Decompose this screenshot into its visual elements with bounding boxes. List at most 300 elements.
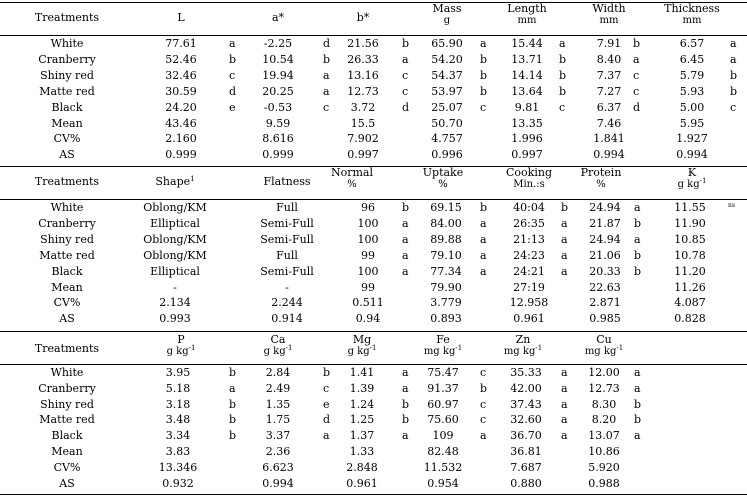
table-rule (0, 35, 747, 36)
significance-letter: b (559, 68, 567, 82)
significance-letter: a (402, 232, 409, 246)
table-cell-value: 13.07 (588, 429, 620, 443)
table-cell-value: -0.53 (263, 100, 293, 114)
table-cell-value: 11.532 (423, 460, 463, 474)
row-label: Black (51, 100, 83, 114)
significance-letter: c (402, 84, 409, 98)
table-cell-value: 2.84 (265, 366, 291, 379)
unit-text: mg kg (423, 346, 456, 357)
table-rule (0, 2, 747, 3)
row-label: CV% (53, 296, 81, 310)
table-rule (0, 199, 747, 200)
significance-letter: a (561, 429, 568, 443)
row-label: Matte red (39, 248, 95, 262)
table-cell-value: 32.60 (510, 413, 542, 427)
column-header (331, 166, 373, 191)
table-cell-value: 6.623 (262, 460, 294, 474)
table-cell-value: 5.00 (679, 100, 705, 114)
table-cell-value: 24.94 (589, 232, 621, 246)
significance-letter: a (402, 216, 409, 230)
significance-letter: a (730, 52, 737, 66)
row-label: Cranberry (38, 52, 96, 66)
table-cell-value: 13.35 (511, 116, 543, 130)
table-cell-value: 89.88 (430, 232, 462, 246)
table-cell-value: 0.996 (431, 148, 463, 162)
column-header-unit (264, 346, 293, 358)
significance-letter: a (323, 68, 330, 82)
significance-letter: b (634, 264, 642, 278)
unit-text: % (438, 179, 448, 190)
significance-letter: a (559, 37, 566, 50)
significance-letter: a (229, 37, 236, 50)
significance-letter: d (323, 37, 331, 50)
unit-exponent: -1 (699, 177, 707, 185)
column-header-name: Cu (596, 333, 612, 346)
table-cell-value: 7.37 (596, 68, 622, 82)
table-cell-value: 2.160 (165, 132, 197, 146)
significance-letter: a (402, 366, 409, 379)
significance-letter: a (323, 84, 330, 98)
column-header (507, 2, 546, 27)
significance-letter: a (561, 366, 568, 379)
table-cell-value: 5.93 (679, 84, 705, 98)
table-cell-value: 3.779 (430, 296, 462, 310)
table-cell-value: Oblong/KM (143, 248, 207, 262)
column-header-unit (331, 179, 373, 191)
column-header-name: Fe (436, 333, 450, 346)
table-cell-value: 2.848 (346, 460, 378, 474)
significance-letter: a (730, 37, 737, 50)
table-cell-value: 25.07 (431, 100, 463, 114)
table-cell-value: - (173, 280, 177, 294)
column-header-unit (423, 179, 463, 191)
column-header (664, 2, 720, 27)
table-cell-value: 7.27 (596, 84, 622, 98)
unit-text: % (347, 179, 357, 190)
significance-letter: b (480, 52, 488, 66)
significance-letter: b (634, 413, 642, 427)
row-label: Black (51, 264, 83, 278)
table-cell-value: 1.39 (349, 381, 375, 395)
column-header-unit (348, 346, 377, 358)
significance-letter: c (229, 68, 236, 82)
table-cell-value: 1.25 (349, 413, 375, 427)
table-cell-value: 20.33 (589, 264, 621, 278)
column-header-unit (432, 15, 461, 27)
table-cell-value: 7.687 (510, 460, 542, 474)
row-label: AS (59, 148, 75, 162)
column-header (264, 333, 293, 358)
column-header (423, 166, 463, 191)
table-cell-value: 13.64 (511, 84, 543, 98)
significance-letter: a (480, 429, 487, 443)
table-cell-value: 77.34 (430, 264, 462, 278)
significance-letter: c (323, 381, 330, 395)
table-cell-value: 50.70 (431, 116, 463, 130)
table-cell-value: 11.55 (674, 201, 706, 214)
table-cell-value: 79.10 (430, 248, 462, 262)
unit-text: Min.:s (513, 179, 545, 190)
significance-letter: c (633, 84, 640, 98)
table-cell-value: 0.94 (355, 312, 381, 326)
significance-letter: d (229, 84, 237, 98)
row-label: AS (59, 312, 75, 326)
significance-letter: a (561, 264, 568, 278)
column-header (35, 10, 99, 25)
row-label: Black (51, 429, 83, 443)
column-header-name: Width (592, 2, 626, 15)
significance-letter: a (402, 52, 409, 66)
unit-text: mm (517, 15, 537, 26)
significance-letter: b (402, 201, 410, 214)
significance-letter: b (480, 84, 488, 98)
table-cell-value: Semi-Full (260, 216, 314, 230)
table-cell-value: 12.00 (588, 366, 620, 379)
table-cell-value: 0.932 (162, 476, 194, 490)
significance-letter: b (229, 397, 237, 411)
table-cell-value: 13.346 (158, 460, 198, 474)
column-header-name: Treatments (34, 342, 100, 355)
column-header-unit (585, 346, 623, 358)
table-cell-value: 1.35 (265, 397, 291, 411)
table-cell-value: 1.75 (265, 413, 291, 427)
significance-letter: a (323, 429, 330, 443)
column-header-name: Flatness (263, 175, 311, 188)
table-cell-value: 0.994 (593, 148, 625, 162)
significance-letter: b (402, 397, 410, 411)
unit-text: mm (682, 15, 702, 26)
table-cell-value: 15.5 (350, 116, 376, 130)
table-cell-value: 7.902 (347, 132, 379, 146)
table-cell-value: 100 (357, 216, 379, 230)
table-cell-value: 9.59 (265, 116, 291, 130)
column-header-unit (424, 346, 462, 358)
table-cell-value: 6.45 (679, 52, 705, 66)
table-cell-value: 75.60 (427, 413, 459, 427)
significance-letter: b (480, 381, 488, 395)
column-header-unit (504, 346, 542, 358)
significance-letter: b (559, 84, 567, 98)
column-header-name: Treatments (34, 175, 100, 188)
table-cell-value: 21.06 (589, 248, 621, 262)
table-cell-value: 3.95 (165, 366, 191, 379)
table-cell-value: 1.927 (676, 132, 708, 146)
significance-letter: c (730, 100, 737, 114)
significance-letter: e (229, 100, 236, 114)
column-header-footnote: 1 (190, 175, 195, 183)
table-cell-value: 69.15 (430, 201, 462, 214)
table-cell-value: 8.20 (591, 413, 617, 427)
table-cell-value: 0.985 (589, 312, 621, 326)
unit-exponent: -1 (455, 344, 463, 352)
row-label: Matte red (39, 84, 95, 98)
table-cell-value: 0.994 (676, 148, 708, 162)
row-label: CV% (53, 460, 81, 474)
table-cell-value: 30.59 (165, 84, 197, 98)
column-header (592, 2, 625, 27)
table-cell-value: 0.999 (262, 148, 294, 162)
table-cell-value: 26:35 (513, 216, 545, 230)
unit-text: mg kg (503, 346, 536, 357)
significance-letter: b (480, 68, 488, 82)
row-label: Shiny red (40, 397, 94, 411)
table-cell-value: 0.994 (262, 476, 294, 490)
significance-letter: a (561, 413, 568, 427)
column-header-unit (507, 15, 546, 27)
significance-letter: a (633, 52, 640, 66)
significance-letter: a (402, 381, 409, 395)
significance-letter: a (480, 232, 487, 246)
significance-letter: c (480, 100, 487, 114)
table-cell-value: 65.90 (431, 37, 463, 50)
table-cell-value: 3.48 (165, 413, 191, 427)
significance-letter: b (323, 366, 331, 379)
column-header (272, 10, 284, 25)
table-cell-value: 12.958 (509, 296, 549, 310)
significance-letter: a (561, 397, 568, 411)
column-header-name: K (687, 166, 697, 179)
table-cell-value: 54.20 (431, 52, 463, 66)
table-cell-value: 2.36 (265, 445, 291, 458)
table-cell-value: 0.961 (513, 312, 545, 326)
table-cell-value: 42.00 (510, 381, 542, 395)
significance-letter: a (634, 429, 641, 443)
table-cell-value: 15.44 (511, 37, 543, 50)
column-header-name: Uptake (422, 166, 464, 179)
table-cell-value: 91.37 (427, 381, 459, 395)
significance-letter: a (402, 429, 409, 443)
table-cell-value: - (285, 280, 289, 294)
table-cell-value: 1.33 (349, 445, 375, 458)
column-header (167, 333, 196, 358)
significance-letter: a (229, 381, 236, 395)
table-cell-value: 84.00 (430, 216, 462, 230)
table-cell-value: 36.81 (510, 445, 542, 458)
significance-letter: b (634, 216, 642, 230)
table-cell-value: 60.97 (427, 397, 459, 411)
table-cell-value: 8.616 (262, 132, 294, 146)
significance-letter: a (480, 37, 487, 50)
column-header (177, 10, 184, 25)
table-cell-value: 21.56 (347, 37, 379, 50)
table-cell-value: 12.73 (588, 381, 620, 395)
table-cell-value: 21.87 (589, 216, 621, 230)
table-cell-value: 77.61 (165, 37, 197, 50)
table-cell-value: 82.48 (427, 445, 459, 458)
column-header-unit (167, 346, 196, 358)
column-header-name: Normal (330, 166, 374, 179)
column-header (581, 166, 622, 191)
table-cell-value: 8.40 (596, 52, 622, 66)
significance-letter: b (323, 52, 331, 66)
significance-letter: b (634, 248, 642, 262)
table-cell-value: 43.46 (165, 116, 197, 130)
column-header-name: Length (507, 2, 547, 15)
column-header-unit (592, 15, 625, 27)
column-header (585, 333, 623, 358)
table-cell-value: 3.18 (165, 397, 191, 411)
table-cell-value: 10.78 (674, 248, 706, 262)
column-header (432, 2, 461, 27)
column-header-name: Mass (432, 2, 462, 15)
significance-letter: c (323, 100, 330, 114)
table-cell-value: 3.83 (165, 445, 191, 458)
significance-letter: c (480, 413, 487, 427)
table-cell-value: Elliptical (150, 216, 200, 230)
significance-letter: b (730, 68, 738, 82)
unit-exponent: -1 (188, 344, 196, 352)
table-cell-value: 11.90 (674, 216, 706, 230)
significance-letter: a (634, 366, 641, 379)
column-header-name: Cooking (506, 166, 552, 179)
table-cell-value: 5.18 (165, 381, 191, 395)
row-label: White (50, 201, 84, 214)
significance-letter: a (561, 216, 568, 230)
table-cell-value: 7.46 (596, 116, 622, 130)
table-cell-value: 0.914 (271, 312, 303, 326)
table-rule (0, 331, 747, 332)
significance-letter: b (559, 52, 567, 66)
table-cell-value: 27:19 (513, 280, 545, 294)
table-cell-value: 1.24 (349, 397, 375, 411)
table-cell-value: 6.57 (679, 37, 705, 50)
table-cell-value: 19.94 (262, 68, 294, 82)
table-cell-value: 5.920 (588, 460, 620, 474)
table-cell-value: 37.43 (510, 397, 542, 411)
column-header (35, 341, 99, 356)
significance-letter: c (480, 397, 487, 411)
table-cell-value: 22.63 (589, 280, 621, 294)
significance-letter: b (229, 429, 237, 443)
significance-letter: a (480, 248, 487, 262)
significance-letter: c (633, 68, 640, 82)
significance-letter: a (402, 248, 409, 262)
significance-letter: b (480, 201, 488, 214)
table-cell-value: 12.73 (347, 84, 379, 98)
table-cell-value: 0.961 (346, 476, 378, 490)
table-cell-value: Elliptical (150, 264, 200, 278)
table-cell-value: 100 (357, 264, 379, 278)
row-label: Matte red (39, 413, 95, 427)
table-cell-value: 3.37 (265, 429, 291, 443)
table-cell-value: 11.26 (674, 280, 706, 294)
column-header-name: Treatments (34, 11, 100, 24)
significance-letter: d (323, 413, 331, 427)
table-cell-value: 24:23 (513, 248, 545, 262)
table-cell-value: 5.79 (679, 68, 705, 82)
row-label: Mean (51, 116, 83, 130)
column-header (35, 174, 99, 189)
table-cell-value: 4.757 (431, 132, 463, 146)
column-header-name: a* (271, 11, 285, 24)
table-cell-value: 9.81 (514, 100, 540, 114)
table-cell-value: 0.511 (352, 296, 384, 310)
table-cell-value: 99 (361, 248, 375, 262)
significance-letter: a (480, 216, 487, 230)
significance-letter: b (633, 37, 641, 50)
table-cell-value: 36.70 (510, 429, 542, 443)
table-cell-value: 0.954 (427, 476, 459, 490)
table-cell-value: 52.46 (165, 52, 197, 66)
table-cell-value: 5.95 (679, 116, 705, 130)
unit-text: g kg (677, 179, 700, 190)
column-header (424, 333, 462, 358)
table-cell-value: 2.871 (589, 296, 621, 310)
row-label: Mean (51, 445, 83, 458)
table-cell-value: 21:13 (513, 232, 545, 246)
table-cell-value: 0.993 (159, 312, 191, 326)
significance-letter: c (480, 366, 487, 379)
table-cell-value: 10.86 (588, 445, 620, 458)
significance-letter: c (402, 68, 409, 82)
column-header-name: b* (356, 11, 370, 24)
column-header (357, 10, 370, 25)
significance-letter: d (633, 100, 641, 114)
table-cell-value: 1.37 (349, 429, 375, 443)
column-header-name: Zn (515, 333, 531, 346)
unit-text: g kg (263, 346, 286, 357)
table-cell-value: 3.34 (165, 429, 191, 443)
significance-letter: b (402, 413, 410, 427)
significance-letter: b (730, 84, 738, 98)
column-header-unit (506, 179, 552, 191)
table-cell-value: 4.087 (674, 296, 706, 310)
unit-text: g kg (347, 346, 370, 357)
column-header-name: Mg (352, 333, 372, 346)
significance-letter: b (229, 52, 237, 66)
row-label: Mean (51, 280, 83, 294)
table-cell-value: 7.91 (596, 37, 622, 50)
table-cell-value: 109 (432, 429, 454, 443)
column-header-name: Protein (580, 166, 622, 179)
column-header-name: Shape (155, 175, 191, 188)
column-header-unit (678, 179, 707, 191)
table-rule (0, 364, 747, 365)
significance-letter: a (402, 264, 409, 278)
column-header (678, 166, 707, 191)
table-cell-value: 0.880 (510, 476, 542, 490)
table-cell-value: 0.988 (588, 476, 620, 490)
significance-letter: b (402, 37, 410, 50)
unit-text: g kg (166, 346, 189, 357)
table-cell-value: 54.37 (431, 68, 463, 82)
table-cell-value: Oblong/KM (143, 232, 207, 246)
table-cell-value: 40:04 (513, 201, 545, 214)
table-cell-value: 53.97 (431, 84, 463, 98)
significance-letter: a (634, 381, 641, 395)
significance-letter: a (480, 264, 487, 278)
table-cell-value: 0.997 (511, 148, 543, 162)
table-cell-value: 2.134 (159, 296, 191, 310)
unit-text: g (443, 15, 451, 26)
significance-letter: b (229, 413, 237, 427)
table-rule (0, 494, 747, 495)
significance-letter: a (561, 381, 568, 395)
unit-exponent: -1 (535, 344, 543, 352)
table-cell-value: 24:21 (513, 264, 545, 278)
unit-exponent: -1 (616, 344, 624, 352)
table-cell-value: Oblong/KM (143, 201, 207, 214)
unit-text: mm (599, 15, 619, 26)
column-header-unit (664, 15, 720, 27)
table-cell-value: 8.30 (591, 397, 617, 411)
column-header-name: L (177, 11, 185, 24)
table-cell-value: 2.244 (271, 296, 303, 310)
row-label: Cranberry (38, 381, 96, 395)
row-label: Shiny red (40, 68, 94, 82)
not-significant-note: ns (728, 202, 735, 209)
table-cell-value: 0.999 (165, 148, 197, 162)
